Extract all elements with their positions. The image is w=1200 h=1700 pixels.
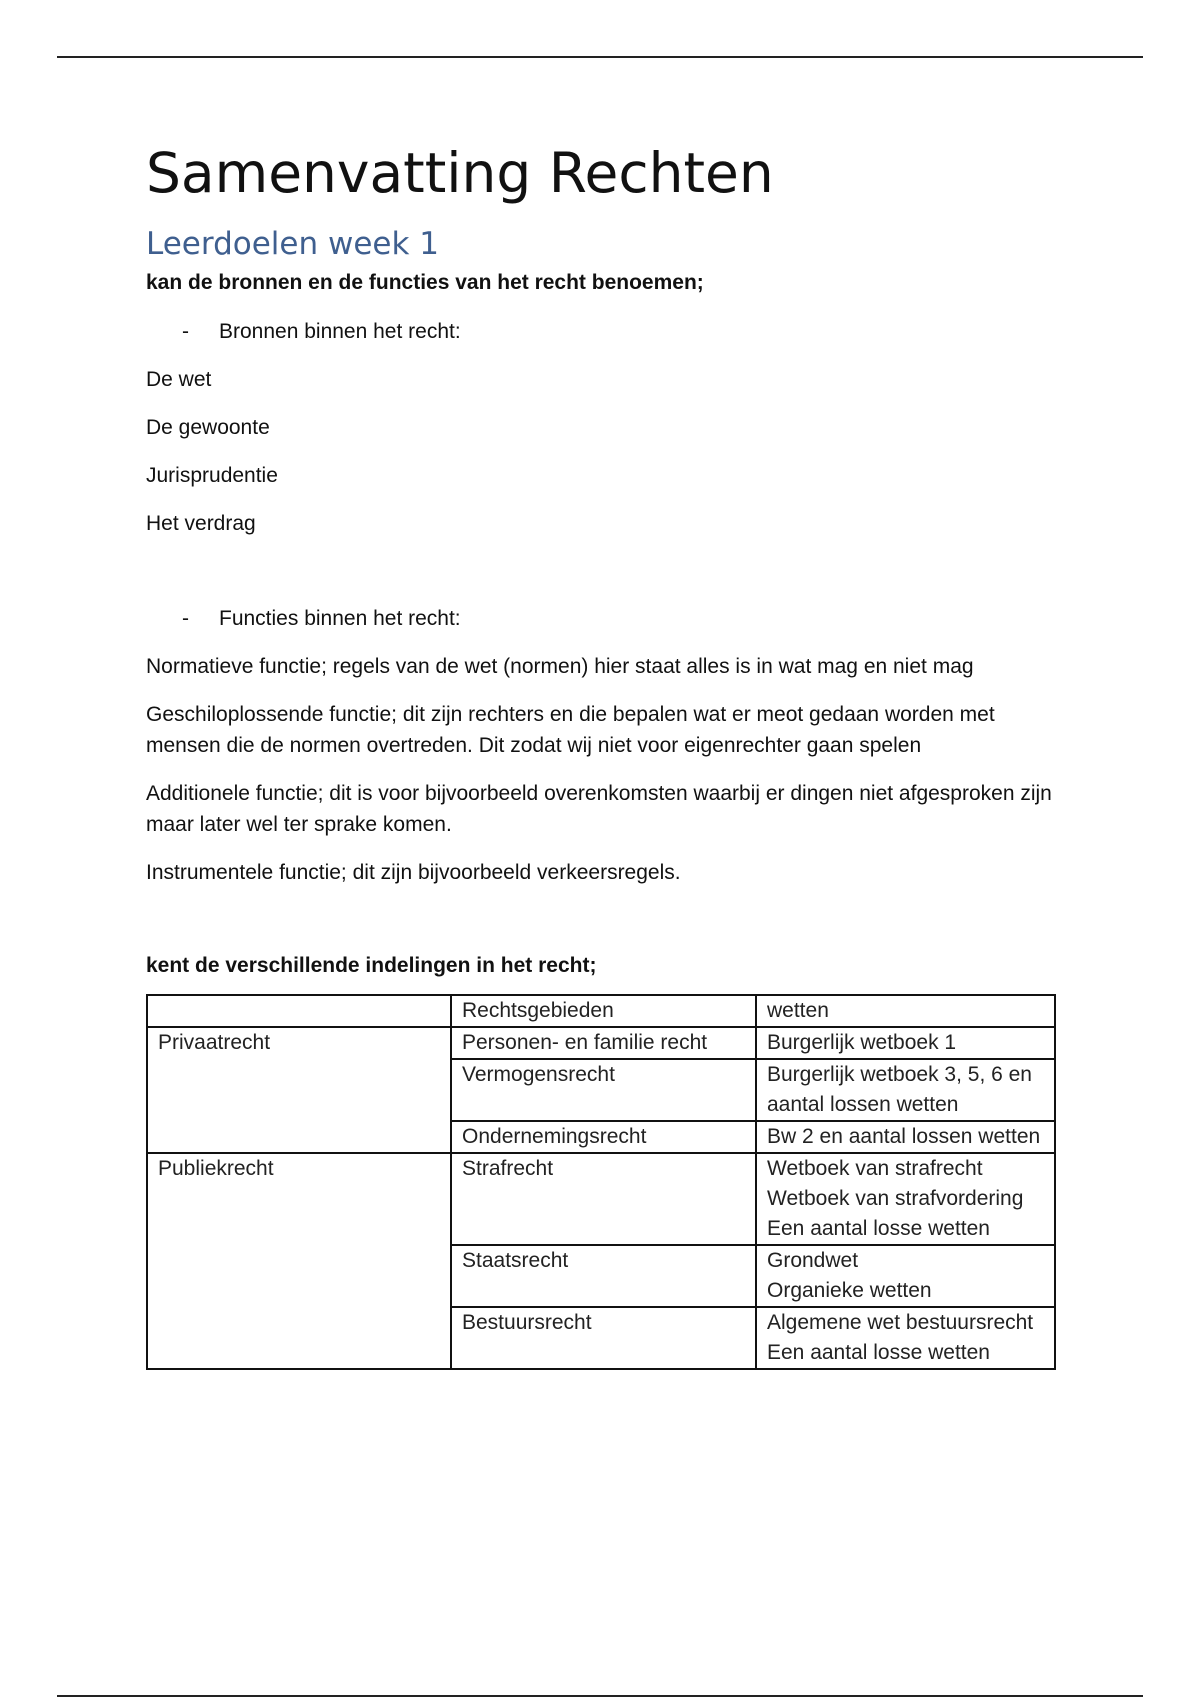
law-line: Een aantal losse wetten [767, 1216, 990, 1240]
laws-cell [756, 1153, 1055, 1245]
law-line: Algemene wet bestuursrecht [767, 1310, 1034, 1334]
area-cell: Personen- en familie recht [451, 1027, 756, 1059]
laws-cell [756, 1245, 1055, 1307]
area-cell: Vermogensrecht [451, 1059, 756, 1121]
header-rule [57, 56, 1143, 58]
function-item: Additionele functie; dit is voor bijvoorbeeld overenkomsten waarbij er dingen niet afgesproken zijn maar later wel ter sprake komen. [146, 781, 1052, 836]
table-header-cell: Rechtsgebieden [451, 995, 756, 1027]
laws-cell [756, 1027, 1055, 1059]
law-line: Bw 2 en aantal lossen wetten [767, 1124, 1041, 1148]
laws-cell [756, 1307, 1055, 1369]
footer-rule [57, 1695, 1143, 1697]
bullet-dash: - [182, 606, 189, 630]
table-header-row [147, 995, 1055, 1027]
section-heading: Leerdoelen week 1 [146, 226, 440, 262]
group-cell: Publiekrecht [147, 1153, 451, 1369]
law-line: Organieke wetten [767, 1278, 932, 1302]
group-cell: Privaatrecht [147, 1027, 451, 1153]
law-line: Wetboek van strafvordering [767, 1186, 1024, 1210]
law-line: Burgerlijk wetboek 3, 5, 6 en aantal lossen wetten [767, 1062, 1032, 1116]
law-divisions-table [146, 994, 1056, 1370]
bullet-dash: - [182, 319, 189, 343]
table-row [147, 1153, 1055, 1245]
document-body [146, 140, 1056, 1370]
learning-goal-2: kent de verschillende indelingen in het recht; [146, 953, 597, 977]
function-item: Instrumentele functie; dit zijn bijvoorbeeld verkeersregels. [146, 860, 681, 884]
area-cell: Ondernemingsrecht [451, 1121, 756, 1153]
function-item: Normatieve functie; regels van de wet (normen) hier staat alles is in wat mag en niet mag [146, 654, 974, 678]
bullet-text: Bronnen binnen het recht: [219, 319, 461, 343]
laws-cell [756, 1059, 1055, 1121]
function-item: Geschiloplossende functie; dit zijn rechters en die bepalen wat er meot gedaan worden met mensen die de normen overtreden. Dit zodat wij niet voor eigenrechter gaan spelen [146, 702, 995, 757]
table-row [147, 1027, 1055, 1059]
laws-cell [756, 1121, 1055, 1153]
area-cell: Strafrecht [451, 1153, 756, 1245]
table-header-cell [147, 995, 451, 1027]
page-title: Samenvatting Rechten [146, 141, 774, 205]
area-cell: Bestuursrecht [451, 1307, 756, 1369]
source-item: De gewoonte [146, 415, 270, 439]
bullet-sources [182, 316, 1056, 347]
law-line: Grondwet [767, 1248, 859, 1272]
learning-goal-1: kan de bronnen en de functies van het recht benoemen; [146, 271, 704, 295]
area-cell: Staatsrecht [451, 1245, 756, 1307]
law-line: Wetboek van strafrecht [767, 1156, 983, 1180]
bullet-functions [182, 603, 1056, 634]
law-line: Burgerlijk wetboek 1 [767, 1030, 957, 1054]
source-item: Jurisprudentie [146, 463, 278, 487]
source-item: Het verdrag [146, 511, 256, 535]
table-header-cell: wetten [756, 995, 1055, 1027]
bullet-text: Functies binnen het recht: [219, 606, 461, 630]
law-line: Een aantal losse wetten [767, 1340, 990, 1364]
source-item: De wet [146, 367, 212, 391]
